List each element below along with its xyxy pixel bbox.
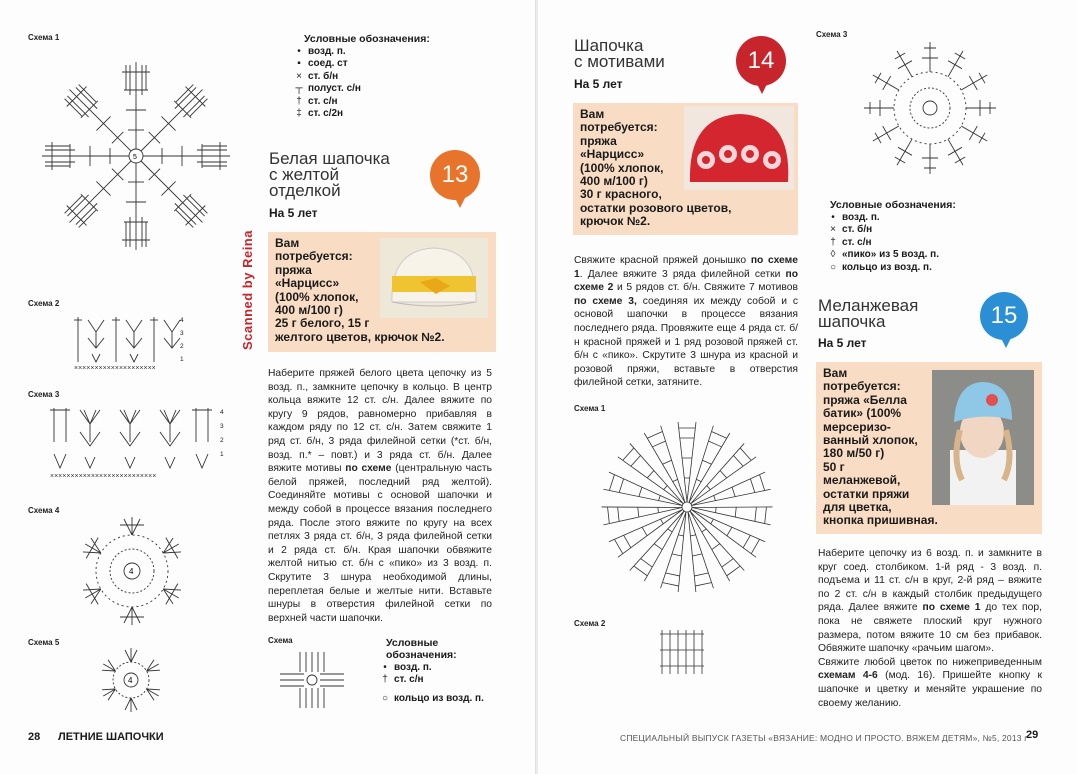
legend-label: ст. б/н [842,224,873,236]
needs-line: ванный хлопок, [823,433,918,448]
needs-line: 25 г белого, 15 г [275,316,370,331]
project-13-age: На 5 лет [269,206,318,220]
body-text: Свяжите любой цветок по нижеприведенным [818,656,1042,668]
page-number-left: 28 [28,731,41,743]
needs-line: желтого цветов, крючок №2. [275,329,445,344]
legend-title [386,637,484,661]
legend-symbol: × [830,224,836,236]
body-text: и 5 рядов ст. б/н. Свяжите 7 мотивов [617,282,798,294]
legend-title-line: Условные [386,637,439,649]
badge-number: 15 [990,302,1018,329]
legend-item [290,70,430,83]
issue-footer: СПЕЦИАЛЬНЫЙ ВЫПУСК ГАЗЕТЫ «ВЯЗАНИЕ: МОДНО И ПРОСТО. ВЯЖЕМ ДЕТЯМ», №5, 2013 г [620,733,1028,743]
legend-item [290,58,430,71]
section-title: ЛЕТНИЕ ШАПОЧКИ [58,731,164,743]
legend-label: кольцо из возд. п. [842,261,932,273]
legend-label: ст. с/2н [308,108,344,120]
row-number: 2 [220,437,224,444]
legend-label: ст. с/н [394,674,424,686]
legend-item [290,108,430,121]
legend-item [824,224,956,237]
legend-label: ст. с/н [308,95,338,107]
hat-14-photo [684,106,794,190]
body-text: . Далее вяжите 3 ряда филейной сетки [579,268,781,280]
legend-title-line: обозначения: [386,649,457,661]
legend-left [290,33,430,120]
project-14-badge [736,36,786,86]
needs-line: остатки пряжи [823,486,910,501]
legend-label: полуст. с/н [308,83,361,95]
needs-line: 180 м/50 г) [823,446,885,461]
needs-line: 30 г красного, [580,187,662,202]
body-text: до тех пор, пока не свяжете плоский круг нужного размера, потом вяжите 10 см без прибавок. Обвяжите шапочку «рачьим шагом». [818,602,1042,655]
legend-item [824,236,956,249]
legend-item [290,45,430,58]
needs-line: «Нарцисс» [580,147,645,162]
svg-text:5: 5 [133,154,137,161]
legend-label: возд. п. [842,211,880,223]
svg-text:4: 4 [129,567,134,576]
row-number: 3 [180,330,184,337]
row-number: 2 [180,343,184,350]
svg-text:××××××××××××××××××××: ×××××××××××××××××××× [74,365,156,372]
scheme-2r-diagram [658,628,708,678]
legend-item [290,83,430,96]
needs-line: потребуется: [580,120,658,135]
legend-right [824,199,956,274]
legend-label: возд. п. [308,45,346,57]
legend-label: ст. б/н [308,70,339,82]
project-15-badge [980,292,1028,340]
row-number: 1 [180,356,184,363]
scheme-5-diagram [92,645,170,717]
needs-line: кнопка пришивная. [823,513,938,528]
badge-number: 13 [441,161,469,188]
legend-title: Условные обозначения: [304,33,430,45]
body-text: (мод. 16). Пришейте кнопку к шапочке и цветку и меняйте украшение по своему желанию. [818,670,1042,709]
needs-line: для цветка, [823,500,892,515]
body-bold: по схеме [345,463,392,475]
right-page [538,0,1077,774]
legend-item [824,211,956,224]
body-text: (центральную часть белой пряжей, последний ряд желтой). Соединяйте мотивы с основой шапочки и между собой в процессе вязания последнего ряда. После этого вяжите по кругу на всех петлях 3 ряда ст. б/н, 3 ряда филейной сетки и 2 ряда ст. б/н. Края шапочки обвяжите желтой нитью ст. б/н с «пико» из 3 возд. п. Скрутите 3 шнура необходимой длины, переплетая белые и желтые нити. Вставьте шнуры в отверстия филейной сетки по верхней части шапочки. [268,463,492,624]
needs-line: Вам [580,107,605,121]
scheme-1-label: Схема 1 [28,33,60,42]
project-14-instructions [574,254,798,390]
legend-item [376,692,484,705]
row-number: 1 [220,451,224,458]
needs-line: пряжа [275,262,312,277]
scheme-4-diagram [72,515,192,630]
needs-line: остатки розового цветов, [580,200,732,215]
needs-line: 400 м/100 г) [580,174,648,189]
project-13-instructions [268,367,492,625]
legend-label: ст. с/н [842,236,872,248]
title-line: с мотивами [574,52,665,71]
needs-line: меланжевой, [823,473,901,488]
legend-item [376,661,484,674]
project-15-instructions [818,547,1042,710]
needs-line: (100% хлопок, [275,289,359,304]
badge-number: 14 [747,47,775,74]
legend-symbol: • [297,45,301,57]
title-line: Шапочка [574,36,644,55]
body-bold: по схеме 1 [922,602,981,614]
legend-symbol: ┬ [295,83,303,95]
legend-item [824,261,956,274]
small-legend [376,637,484,705]
scheme-3-rows [220,406,224,462]
scheme-1r-diagram [598,418,776,596]
legend-label: возд. п. [394,661,432,673]
hat-13-photo [380,238,488,318]
legend-label: кольцо из возд. п. [394,692,484,704]
scheme-2-diagram [74,312,194,372]
watermark: Scanned by Reina [240,230,255,350]
needs-line: 50 г [823,459,845,474]
scheme-3r-label: Схема 3 [816,30,848,39]
body-bold: по схеме 1 [574,255,798,280]
body-text: Наберите пряжей белого цвета цепочку из 5 возд. п., замкните цепочку в кольцо. В центр кольца вяжите 12 ст. с/н. Далее вяжите по кругу 9 рядов, равномерно прибавляя в каждом ряду по 12 ст. с/н. Затем свяжите 1 ряд ст. б/н, 3 ряда филейной сетки (*ст. б/н, возд. п.* – повт.) и 3 ряда ст. б/н. Далее вяжите мотивы [268,368,492,475]
needs-line: Вам [823,366,848,380]
body-bold: по схеме 2 [574,268,798,294]
svg-text:4: 4 [128,676,133,685]
legend-symbol: ○ [829,261,837,273]
legend-symbol: ○ [381,692,389,704]
needs-line: потребуется: [275,249,353,264]
body-text: Свяжите красной пряжей донышко [574,255,747,266]
needs-line: «Нарцисс» [275,276,340,291]
small-scheme-label: Схема [268,636,293,645]
title-line: Белая шапочка [269,149,390,168]
needs-line: батик» (100% [823,406,902,421]
needs-line: Вам [275,236,300,250]
legend-symbol: † [830,236,836,248]
left-page [0,0,537,774]
needs-line: пряжа «Белла [823,392,907,407]
project-13-badge [430,150,480,200]
row-number: 3 [220,423,224,430]
scheme-2r-label: Схема 2 [574,619,606,628]
body-text: Наберите цепочку из 6 возд. п. и замкните в круг соед. столбиком. 1-й ряд - 3 возд. п. подъема и 11 ст. с/н в круг, 2-й ряд – вяжите по 2 ст. с/н в каждый столбик предыдущего ряда. Далее вяжите [818,548,1042,614]
legend-item [290,95,430,108]
scheme-1-diagram [18,50,258,280]
body-bold: схемам 4-6 [818,670,878,682]
scheme-3r-diagram [860,38,1000,178]
legend-title: Условные обозначения: [830,199,956,211]
title-line: с желтой [269,165,339,184]
scheme-4-label: Схема 4 [28,506,60,515]
needs-line: мерсеризо- [823,419,891,434]
legend-symbol: • [383,661,387,673]
legend-item [376,674,484,687]
legend-item [824,249,956,262]
title-line: шапочка [818,312,886,331]
scheme-2-label: Схема 2 [28,299,60,308]
scheme-1r-label: Схема 1 [574,404,606,413]
body-bold: по схеме 3, [574,295,637,307]
legend-symbol: ▪ [297,58,301,70]
scheme-3-label: Схема 3 [28,390,60,399]
body-text: соединяя их между собой и с основой шапочки в процессе вязания последнего ряда. Провяжите еще 4 ряда ст. б/н красной пряжей и 1 ряд розовой пряжей ст. б/н с «пико». Скрутите 3 шнура из красной и розовой пряжи, вставьте в отверстия филейной сетки, затяните. [574,295,798,389]
scheme-5-label: Схема 5 [28,638,60,647]
small-scheme-diagram [278,650,346,710]
svg-text:××××××××××××××××××××××××××: ×××××××××××××××××××××××××× [50,473,157,480]
legend-symbol: • [831,211,835,223]
project-15-age: На 5 лет [818,336,867,350]
needs-line: потребуется: [823,379,901,394]
project-13-title [269,151,390,199]
project-15-title [818,298,918,330]
title-line: отделкой [269,181,341,200]
girl-hat-photo [932,370,1034,505]
scheme-3-diagram [50,402,225,482]
legend-symbol: † [382,674,388,686]
legend-label: соед. ст [308,58,348,70]
needs-line: пряжа [580,133,617,148]
title-line: Меланжевая [818,296,919,315]
legend-symbol: ‡ [296,108,302,120]
legend-symbol: † [296,95,302,107]
needs-line: крючок №2. [580,214,651,229]
legend-symbol: ◊ [830,249,836,261]
page-number-right: 29 [1026,729,1039,741]
project-14-age: На 5 лет [574,77,623,91]
row-number: 4 [180,317,184,324]
needs-line: 400 м/100 г) [275,303,343,318]
row-number: 4 [220,409,224,416]
badge-tail [1000,336,1012,348]
badge-tail [756,82,768,94]
scheme-2-rows [180,314,184,366]
badge-tail [454,196,466,208]
legend-symbol: × [296,70,302,82]
legend-label: «пико» из 5 возд. п. [842,249,939,261]
project-14-title [574,38,665,70]
needs-line: (100% хлопок, [580,160,664,175]
